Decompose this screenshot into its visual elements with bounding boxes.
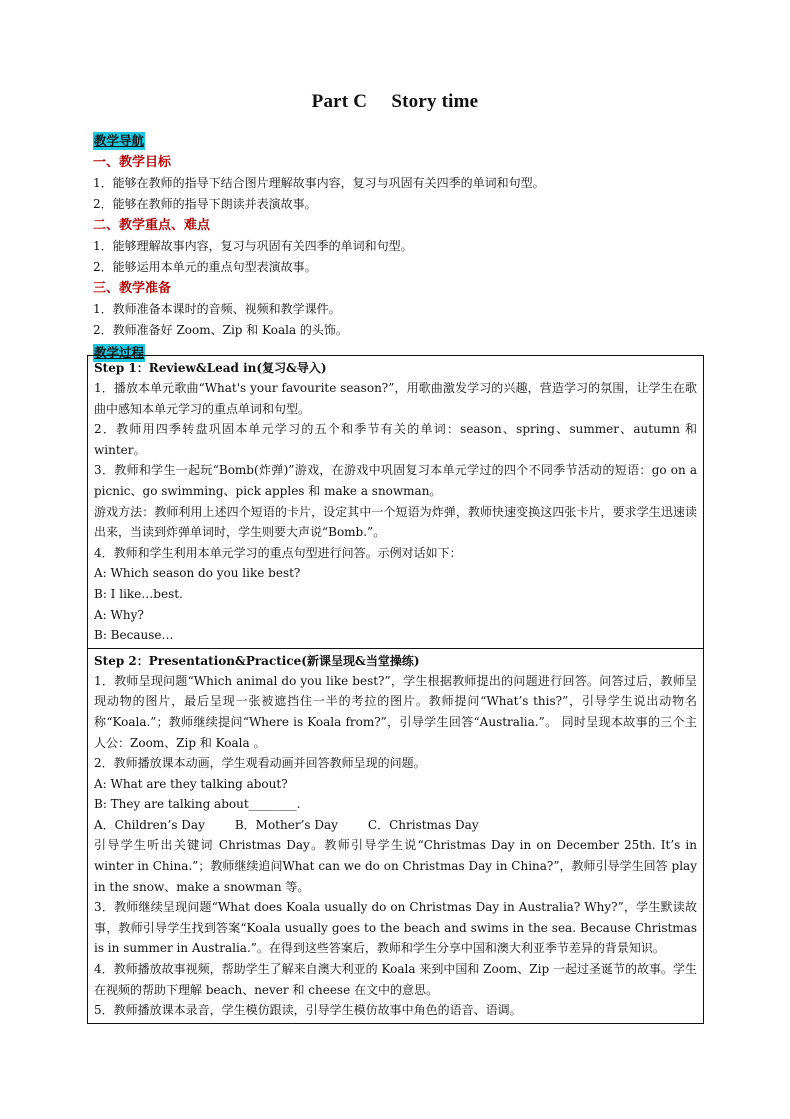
- step1-cell: [88, 356, 703, 649]
- section-key-points: [93, 215, 705, 278]
- list-item: 1．能够在教师的指导下结合图片理解故事内容，复习与巩固有关四季的单词和句型。: [93, 176, 545, 190]
- option-b: B．Mother’s Day: [234, 817, 338, 832]
- step-heading: Step 1：Review&Lead in(复习&导入): [94, 361, 327, 375]
- paragraph: 1．教师呈现问题“Which animal do you like best?”，学生根据教师提出的问题进行回答。问答过后，教师呈现动物的图片，最后呈现一张被遮挡住一半的考拉的图片。教师提问“What’s this?”，引导学生说出动物名称“Koala.”；教师继续提问“Where is Koala from?”，引导学生回答“Australia.”。 同时呈现本故事的三个主人公：Zoom、Zip 和 Koala 。: [94, 673, 697, 750]
- step2-cell: [88, 649, 703, 1023]
- dialogue-line: A: Which season do you like best?: [94, 566, 301, 581]
- list-item: 2．能够运用本单元的重点句型表演故事。: [93, 260, 317, 274]
- guide-label: 教学导航: [94, 133, 145, 148]
- page-title: Part C Story time: [311, 91, 479, 112]
- paragraph: 5．教师播放课本录音，学生模仿跟读，引导学生模仿故事中角色的语音、语调。: [94, 1003, 522, 1018]
- dialogue-line: A: What are they talking about?: [94, 776, 288, 791]
- paragraph: 1．播放本单元歌曲“What's your favourite season?”，用歌曲激发学习的兴趣，营造学习的氛围，让学生在歌曲中感知本单元学习的重点单词和句型。: [94, 381, 697, 416]
- process-table: [87, 355, 704, 1024]
- section-preparation: [93, 278, 705, 341]
- option-a: A．Children’s Day: [94, 817, 205, 832]
- paragraph: 4．教师和学生利用本单元学习的重点句型进行问答。示例对话如下：: [94, 545, 462, 560]
- dialogue-line: B: Because…: [94, 628, 174, 643]
- option-c: C．Christmas Day: [367, 817, 479, 832]
- dialogue-line: B: They are talking about________.: [94, 797, 301, 812]
- section-heading: 一、教学目标: [93, 155, 172, 170]
- paragraph: 引导学生听出关键词 Christmas Day。教师引导学生说“Christmas Day in on December 25th. It’s in winter in China.”；教师继续追问What can we do on Christmas Day in China?”，教师引导学生回答 play in the snow、make a snowman 等。: [94, 838, 697, 894]
- paragraph: 4．教师播放故事视频，帮助学生了解来自澳大利亚的 Koala 来到中国和 Zoom、Zip 一起过圣诞节的故事。学生在视频的帮助下理解 beach、never 和 cheese 在文中的意思。: [94, 962, 697, 997]
- list-item: 2．能够在教师的指导下朗读并表演故事。: [93, 197, 317, 211]
- teaching-guide: [93, 130, 705, 362]
- list-item: 1．能够理解故事内容，复习与巩固有关四季的单词和句型。: [93, 239, 413, 253]
- paragraph: 游戏方法：教师利用上述四个短语的卡片，设定其中一个短语为炸弹，教师快速变换这四张卡片，要求学生迅速读出来，当读到炸弹单词时，学生则要大声说“Bomb.”。: [94, 504, 697, 540]
- paragraph: 3．教师继续呈现问题“What does Koala usually do on Christmas Day in Australia? Why?”，学生默读故事，教师引导学生找到答案“Koala usually goes to the beach and swims in the sea. Because Christmas is in summer in Australia.”。在得到这些答案后，教师和学生分享中国和澳大利亚季节差异的背景知识。: [94, 900, 697, 956]
- section-heading: 二、教学重点、难点: [93, 218, 211, 233]
- section-objectives: [93, 152, 705, 215]
- paragraph: 2．教师播放课本动画，学生观看动画并回答教师呈现的问题。: [94, 756, 426, 771]
- list-item: 1．教师准备本课时的音频、视频和教学课件。: [93, 302, 341, 316]
- paragraph: 3．教师和学生一起玩“Bomb(炸弹)”游戏，在游戏中巩固复习本单元学过的四个不同季节活动的短语：go on a picnic、go swimming、pick apples 和 make a snowman。: [94, 463, 697, 498]
- paragraph: 2．教师用四季转盘巩固本单元学习的五个和季节有关的单词：season、spring、summer、autumn 和 winter。: [94, 422, 697, 457]
- process-label: 教学过程: [94, 345, 145, 360]
- answer-options: [94, 815, 697, 836]
- dialogue-line: A: Why?: [94, 607, 144, 622]
- list-item: 2．教师准备好 Zoom、Zip 和 Koala 的头饰。: [93, 323, 348, 337]
- step-heading: Step 2：Presentation&Practice(新课呈现&当堂操练): [94, 653, 420, 668]
- section-heading: 三、教学准备: [93, 281, 172, 296]
- dialogue-line: B: I like…best.: [94, 586, 183, 601]
